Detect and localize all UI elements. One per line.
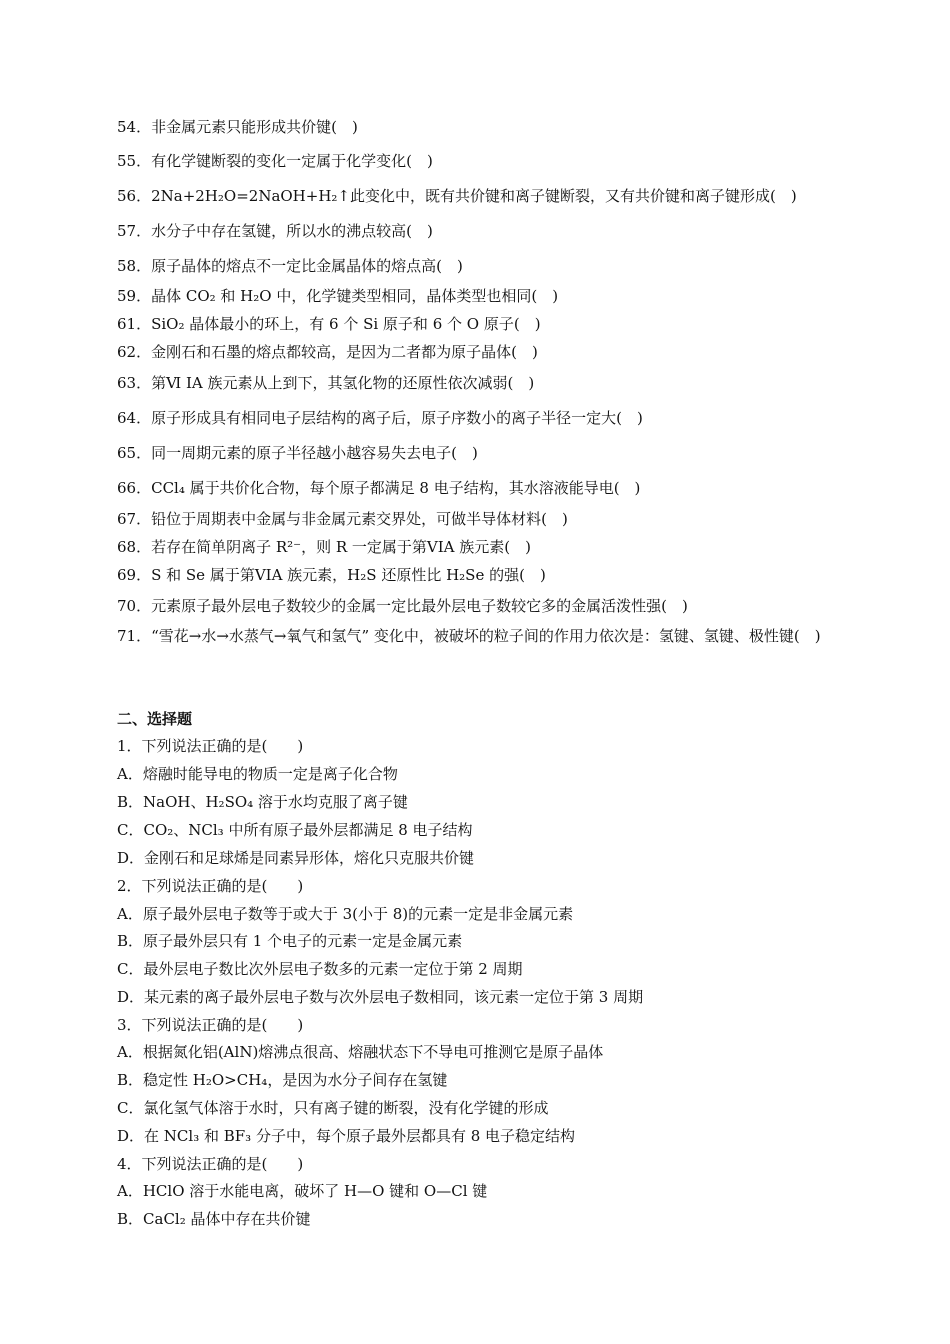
- question-66: 66．CCl₄ 属于共价化合物，每个原子都满足 8 电子结构，其水溶液能导电( ): [117, 479, 641, 497]
- question-57: 57．水分子中存在氢键，所以水的沸点较高( ): [117, 222, 433, 240]
- question-68: 68．若存在简单阴离子 R²⁻，则 R 一定属于第VIA 族元素( ): [117, 538, 531, 556]
- choice-q2-option-d: D．某元素的离子最外层电子数与次外层电子数相同，该元素一定位于第 3 周期: [117, 988, 644, 1006]
- question-61: 61．SiO₂ 晶体最小的环上，有 6 个 Si 原子和 6 个 O 原子( ): [117, 315, 541, 333]
- question-71: 71．“雪花→水→水蒸气→氧气和氢气” 变化中，被破坏的粒子间的作用力依次是：氢键、氢键、极性键( ): [117, 627, 821, 645]
- choice-q4-stem: 4．下列说法正确的是( ): [117, 1155, 304, 1173]
- question-70: 70．元素原子最外层电子数较少的金属一定比最外层电子数较它多的金属活泼性强( ): [117, 597, 688, 615]
- choice-q3-option-d: D．在 NCl₃ 和 BF₃ 分子中，每个原子最外层都具有 8 电子稳定结构: [117, 1127, 576, 1145]
- choice-q3-option-a: A．根据氮化铝(AlN)熔沸点很高、熔融状态下不导电可推测它是原子晶体: [117, 1043, 604, 1061]
- question-59: 59．晶体 CO₂ 和 H₂O 中，化学键类型相同，晶体类型也相同( ): [117, 287, 559, 305]
- choice-q1-option-a: A．熔融时能导电的物质一定是离子化合物: [117, 765, 398, 783]
- question-62: 62．金刚石和石墨的熔点都较高，是因为二者都为原子晶体( ): [117, 343, 538, 361]
- question-67: 67．铅位于周期表中金属与非金属元素交界处，可做半导体材料( ): [117, 510, 568, 528]
- choice-q2-option-a: A．原子最外层电子数等于或大于 3(小于 8)的元素一定是非金属元素: [117, 905, 574, 923]
- question-56: 56．2Na+2H₂O=2NaOH+H₂↑此变化中，既有共价键和离子键断裂，又有共价键和离子键形成( ): [117, 187, 797, 205]
- choice-q2-stem: 2．下列说法正确的是( ): [117, 877, 304, 895]
- question-69: 69．S 和 Se 属于第VIA 族元素，H₂S 还原性比 H₂Se 的强( ): [117, 566, 546, 584]
- choice-q4-option-b: B．CaCl₂ 晶体中存在共价键: [117, 1210, 311, 1228]
- choice-q2-option-b: B．原子最外层只有 1 个电子的元素一定是金属元素: [117, 932, 463, 950]
- question-65: 65．同一周期元素的原子半径越小越容易失去电子( ): [117, 444, 478, 462]
- choice-q3-option-b: B．稳定性 H₂O>CH₄，是因为水分子间存在氢键: [117, 1071, 448, 1089]
- question-54: 54．非金属元素只能形成共价键( ): [117, 118, 358, 136]
- choice-q3-stem: 3．下列说法正确的是( ): [117, 1016, 304, 1034]
- choice-q2-option-c: C．最外层电子数比次外层电子数多的元素一定位于第 2 周期: [117, 960, 523, 978]
- question-63: 63．第Ⅵ IA 族元素从上到下，其氢化物的还原性依次减弱( ): [117, 374, 535, 392]
- question-64: 64．原子形成具有相同电子层结构的离子后，原子序数小的离子半径一定大( ): [117, 409, 643, 427]
- question-58: 58．原子晶体的熔点不一定比金属晶体的熔点高( ): [117, 257, 463, 275]
- choice-q1-option-d: D．金刚石和足球烯是同素异形体，熔化只克服共价键: [117, 849, 475, 867]
- choice-q1-stem: 1．下列说法正确的是( ): [117, 737, 304, 755]
- choice-q3-option-c: C．氯化氢气体溶于水时，只有离子键的断裂，没有化学键的形成: [117, 1099, 549, 1117]
- choice-q1-option-b: B．NaOH、H₂SO₄ 溶于水均克服了离子键: [117, 793, 408, 811]
- choice-q1-option-c: C．CO₂、NCl₃ 中所有原子最外层都满足 8 电子结构: [117, 821, 473, 839]
- question-55: 55．有化学键断裂的变化一定属于化学变化( ): [117, 152, 433, 170]
- choice-q4-option-a: A．HClO 溶于水能电离，破坏了 H—O 键和 O—Cl 键: [117, 1182, 488, 1200]
- section-title-choice: 二、选择题: [117, 710, 193, 728]
